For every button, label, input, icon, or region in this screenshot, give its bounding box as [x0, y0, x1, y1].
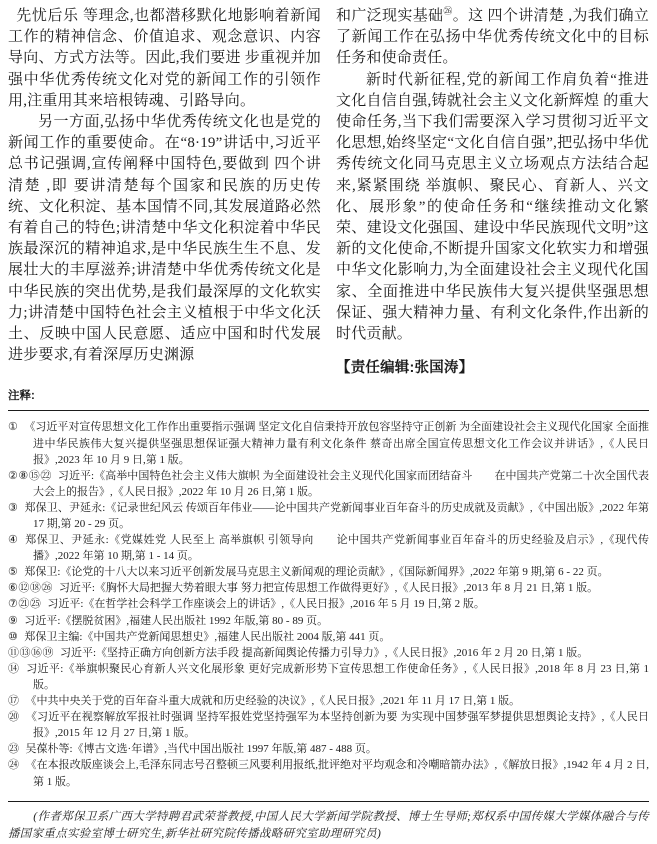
notes-section: [8, 387, 649, 789]
note-item: [8, 693, 649, 709]
note-text: 习近平:《举旗帜聚民心育新人兴文化展形象 更好完成新形势下宣传思想工作使命任务》,《人民日报》,2018 年 8 月 23 日,第 1 版。: [25, 662, 650, 691]
author-affiliation: (作者郑保卫系广西大学特聘君武荣誉教授,中国人民大学新闻学院教授、博士生导师;郑权系中国传媒大学媒体融合与传播国家重点实验室博士研究生,新华社研究院传播战略研究室助理研究员): [8, 810, 649, 841]
left-column: [8, 6, 321, 379]
note-text: 郑保卫、尹延永:《记录世纪风云 传颂百年伟业——论中国共产党新闻事业百年奋斗的历史成就及贡献》,《中国出版》,2022 年第 17 期,第 20 - 29 页。: [24, 501, 649, 531]
note-item: [8, 532, 649, 564]
note-item: [8, 741, 649, 757]
note-number: ⑭: [8, 662, 20, 675]
notes-heading: 注释:: [8, 390, 35, 403]
note-number: ⑥⑫⑱㉖: [8, 582, 53, 595]
note-item: [8, 468, 649, 500]
editor-credit: 【责任编辑:张国涛】: [336, 360, 474, 377]
note-number: ㉔: [8, 759, 20, 772]
note-text: 郑保卫:《论党的十八大以来习近平创新发展马克思主义新闻观的理论贡献》,《国际新闻界》,2022 年第 9 期,第 6 - 22 页。: [24, 566, 609, 579]
right-column: [336, 6, 649, 379]
paragraph: 另一方面,弘扬中华优秀传统文化也是党的新闻工作的重要使命。在“8·19”讲话中,习近平总书记强调,宣传阐释中国特色,要做到 四个讲清楚 ,即 要讲清楚每个国家和民族的历史传统、文化积淀、基本国情不同,其发展道路必然有着自己的特色;讲清楚中华文化积淀着中华民族最深沉的精神追求,是中华民族生生不息、发展壮大的丰厚滋养;讲清楚中华优秀传统文化是中华民族的突出优势,是我们最深厚的文化软实力;讲清楚中国特色社会主义植根于中华文化沃土、反映中国人民意愿、适应中国和时代发展进步要求,有着深厚历史渊源: [8, 114, 321, 364]
note-item: [8, 564, 649, 580]
note-item: [8, 596, 649, 612]
notes-divider-rule: [8, 410, 649, 411]
paragraph: [336, 6, 649, 70]
note-text: 郑保卫主编:《中国共产党新闻思想史》,福建人民出版社 2004 版,第 441 页。: [24, 630, 391, 643]
note-item: [8, 661, 649, 693]
note-text: 习近平:《摆脱贫困》,福建人民出版社 1992 年版,第 80 - 89 页。: [24, 614, 329, 627]
note-text: 吴葆朴等:《博古文选·年谱》,当代中国出版社 1997 年版,第 487 - 488 页。: [25, 743, 377, 756]
note-item: [8, 709, 649, 741]
note-item: [8, 645, 649, 661]
note-reference-mark: ㉖: [443, 6, 453, 16]
note-number: ②⑧⑮㉒: [8, 469, 52, 482]
note-number: ①: [8, 421, 19, 434]
note-number: ⑪⑬⑯⑲: [8, 646, 54, 659]
note-text: 习近平:《高举中国特色社会主义伟大旗帜 为全面建设社会主义现代化国家而团结奋斗 在中国共产党第二十次全国代表大会上的报告》,《人民日报》,2022 年 10 月 26 日,第 1 版。: [33, 469, 649, 498]
paragraph: 先忧后乐 等理念,也都潜移默化地影响着新闻工作的精神信念、价值追求、观念意识、内容导向、方式方法等。因此,我们要进 步重视并加强中华优秀传统文化对党的新闻工作的引领作用,注重用其来培根铸魂、引路导向。: [8, 8, 321, 109]
note-number: ⑰: [8, 695, 20, 708]
note-item: [8, 757, 649, 789]
note-number: ⑩: [8, 630, 19, 643]
note-item: [8, 629, 649, 645]
article-body: [8, 6, 649, 379]
note-item: [8, 580, 649, 596]
note-number: ⑤: [8, 566, 19, 579]
note-number: ⑳: [8, 711, 20, 724]
note-item: [8, 500, 649, 532]
paragraph: 新时代新征程,党的新闻工作肩负着“推进文化自信自强,铸就社会主义文化新辉煌 的重大使命任务,当下我们需要深入学习贯彻习近平文化思想,始终坚定“文化自信自强”,把弘扬中华优秀传统文化同马克思主义立场观点方法结合起来,紧紧围绕 举旗帜、聚民心、育新人、兴文化、展形象”的使命任务和“继续推动文化繁荣、建设文化强国、建设中华民族现代文明”这 新的文化使命,不断提升国家文化软实力和增强中华文化影响力,为全面建设社会主义现代化国家、全面推进中华民族伟大复兴提供坚强思想保证、强大精神力量、有利文化条件,作出新的时代贡献。: [336, 71, 649, 343]
note-text: 《习近平在视察解放军报社时强调 坚持军报姓党坚持强军为本坚持创新为要 为实现中国梦强军梦提供思想舆论支持》,《人民日报》,2015 年 12 月 27 日,第 1 版。: [25, 711, 650, 740]
note-item: [8, 419, 649, 467]
note-text: 郑保卫、尹延永:《党媒姓党 人民至上 高举旗帜 引领导向 论中国共产党新闻事业百年奋斗的历史经验及启示》,《现代传播》,2022 年第 10 期,第 1 - 14 页。: [24, 534, 649, 563]
paragraph-text: 和广泛现实基础: [336, 8, 444, 24]
note-text: 《习近平对宣传思想文化工作作出重要指示强调 坚定文化自信秉持开放包容坚持守正创新 为全面建设社会主义现代化国家 全面推进中华民族伟大复兴提供坚强思想保证强大精神力量有利文化条件 蔡奇出席全国宣传思想文化工作会议并讲话》,《人民日报》,2023 年 10 月 9 日,第 1 版。: [24, 421, 649, 466]
note-number: ㉓: [8, 743, 20, 756]
note-number: ⑦㉑㉕: [8, 598, 42, 611]
note-text: 习近平:《坚持正确方向创新方法手段 提高新闻舆论传播力引导力》,《人民日报》,2016 年 2 月 20 日,第 1 版。: [60, 646, 589, 659]
note-number: ③: [8, 501, 19, 514]
note-text: 习近平:《胸怀大局把握大势着眼大事 努力把宣传思想工作做得更好》,《人民日报》,2013 年 8 月 21 日,第 1 版。: [58, 582, 599, 595]
footer-divider-rule: [8, 801, 649, 802]
paragraph-text: 。这 四个讲清楚 ,为我们确立了新闻工作在弘扬中华优秀传统文化中的目标任务和使命责任。: [336, 8, 649, 67]
journal-page: [8, 6, 649, 844]
note-text: 《在本报改版座谈会上,毛泽东同志号召整顿三风要利用报纸,批评绝对平均观念和冷嘲暗箭办法》,《解放日报》,1942 年 4 月 2 日,第 1 版。: [25, 759, 650, 788]
note-number: ④: [8, 534, 19, 547]
note-text: 《中共中央关于党的百年奋斗重大成就和历史经验的决议》,《人民日报》,2021 年 11 月 17 日,第 1 版。: [25, 695, 521, 708]
note-text: 习近平:《在哲学社会科学工作座谈会上的讲话》,《人民日报》,2016 年 5 月 19 日,第 2 版。: [47, 598, 485, 611]
note-item: [8, 613, 649, 629]
note-number: ⑨: [8, 614, 19, 627]
